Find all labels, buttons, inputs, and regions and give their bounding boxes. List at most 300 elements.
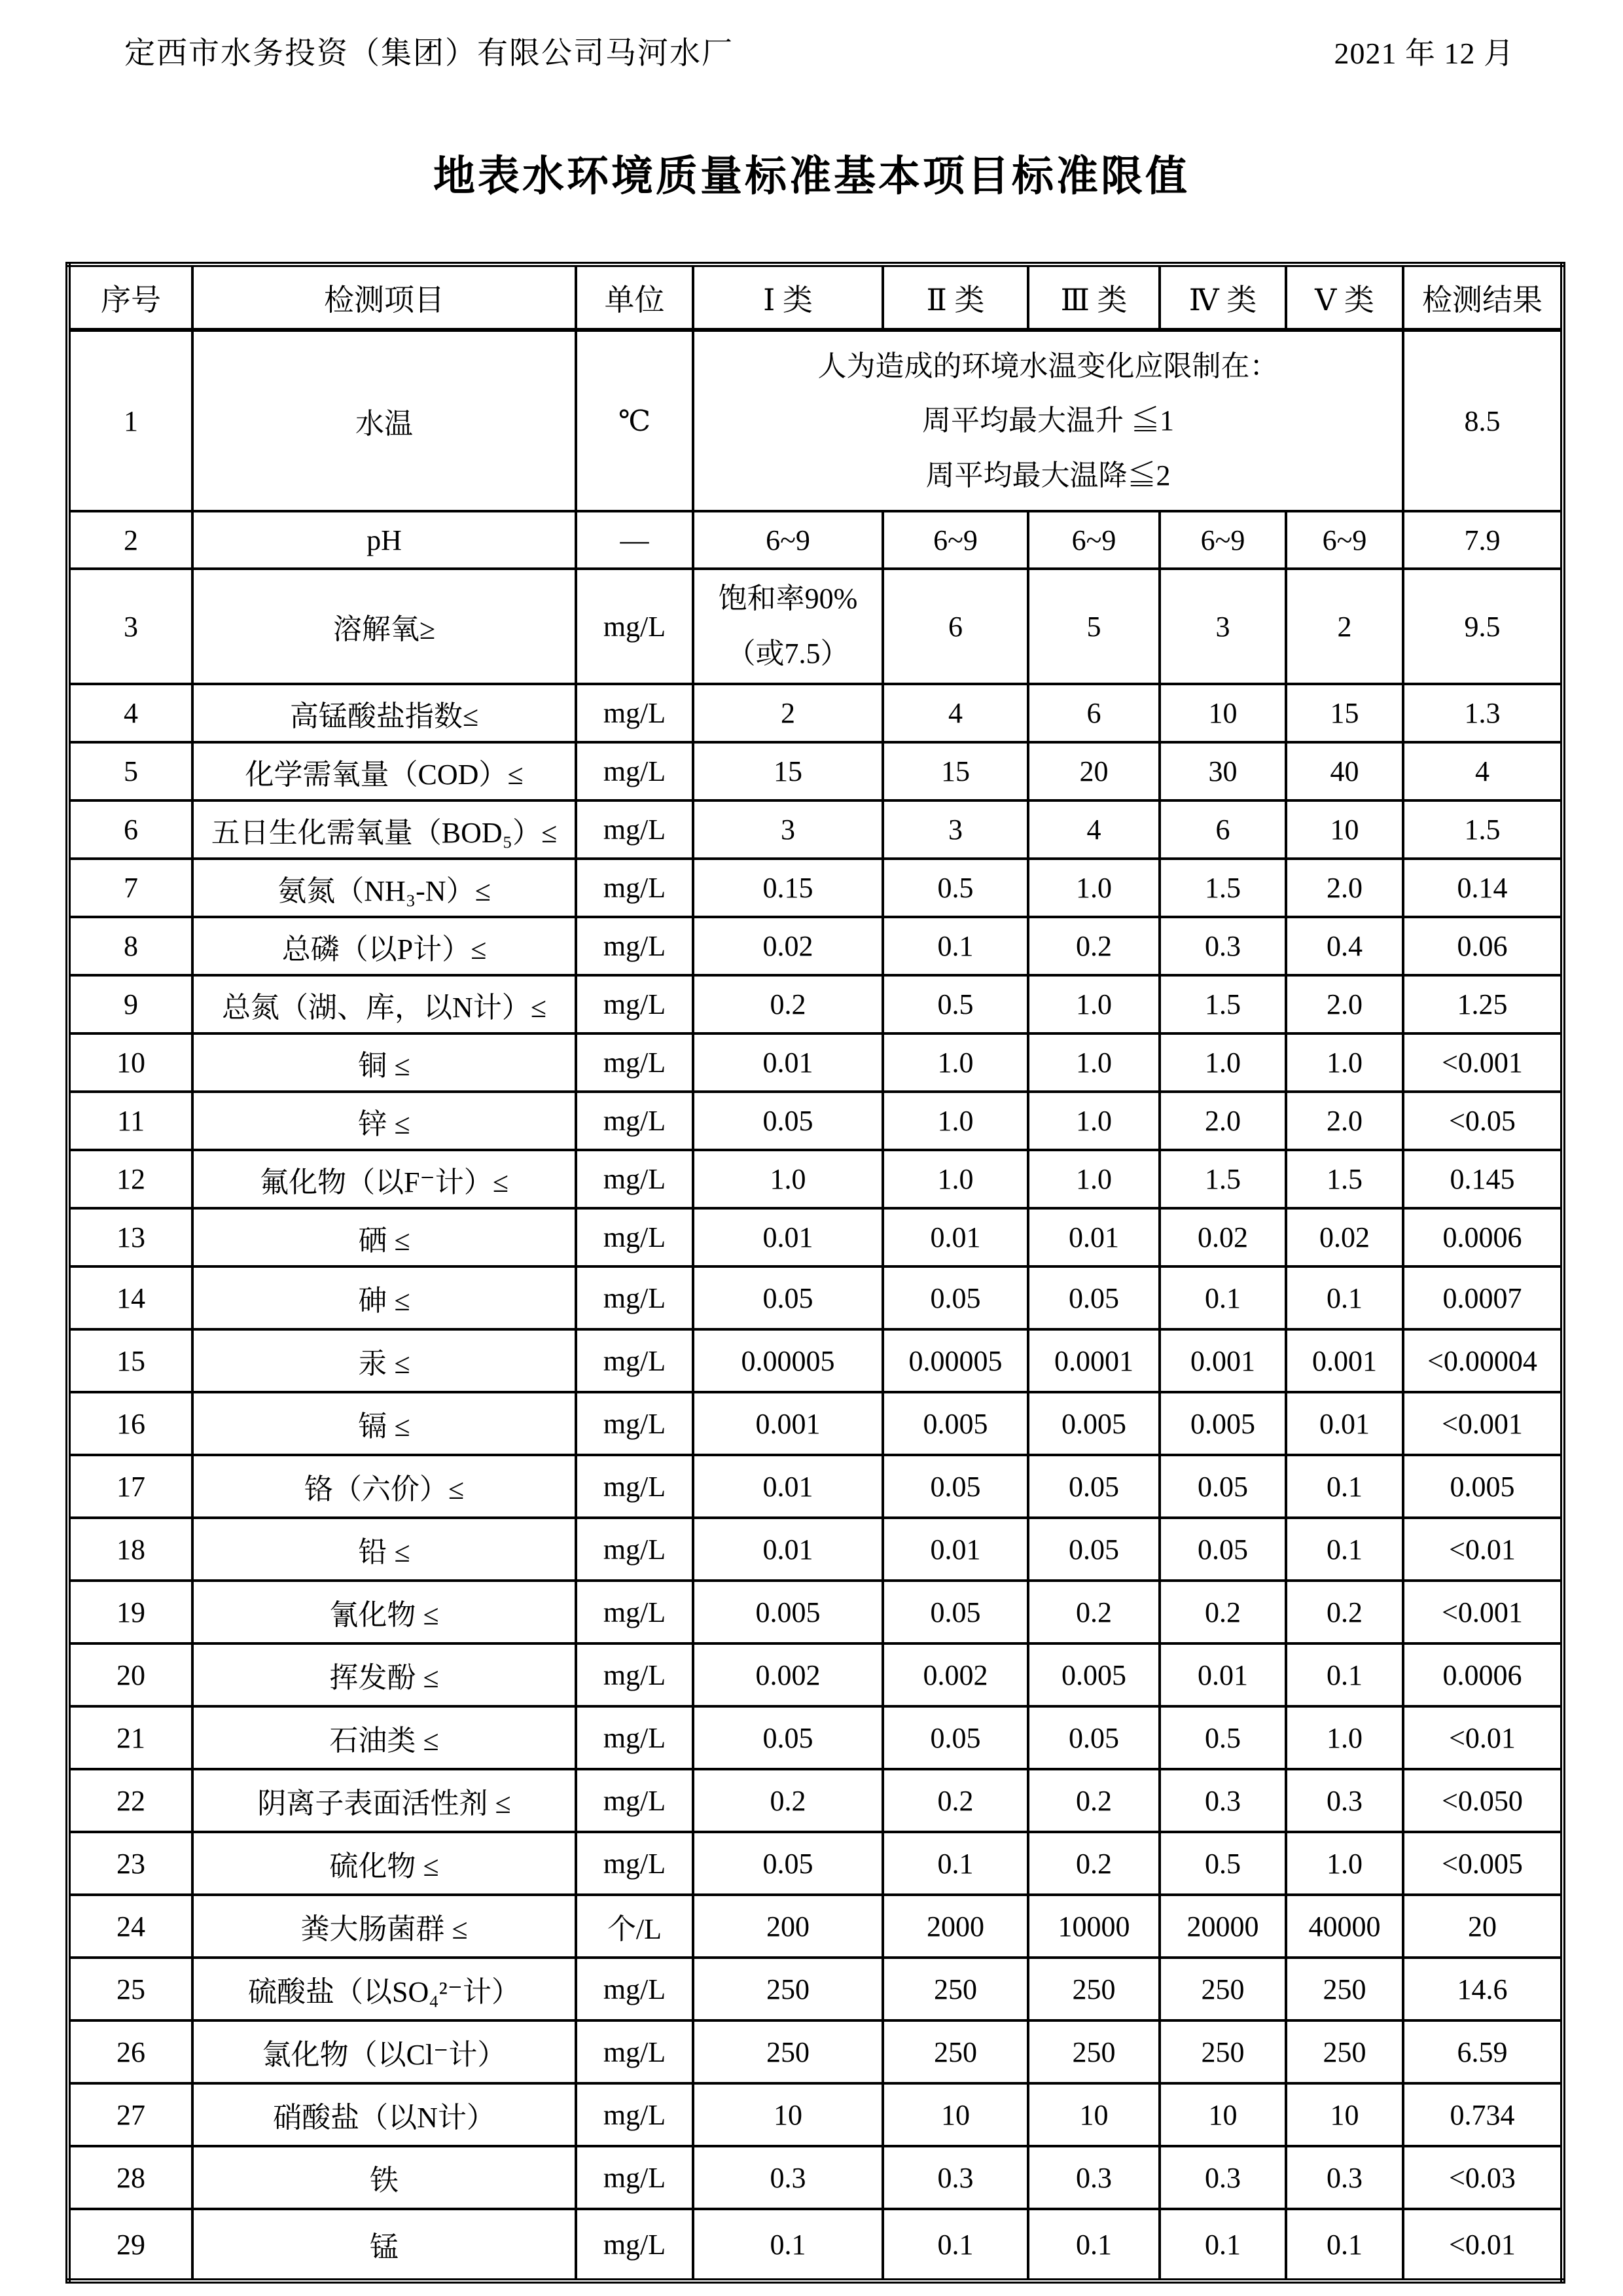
result-cell: 7.9: [1403, 511, 1563, 569]
table-row: [68, 975, 1563, 1033]
table-row: [68, 1329, 1563, 1392]
class2-cell: 3: [883, 800, 1028, 859]
row-number-cell: 26: [68, 2020, 192, 2083]
unit-cell: mg/L: [576, 1392, 693, 1455]
class4-cell: 20000: [1160, 1895, 1286, 1958]
item-cell: 铜 ≤: [192, 1033, 576, 1092]
class5-cell: 0.01: [1286, 1392, 1403, 1455]
class3-cell: 0.005: [1028, 1392, 1160, 1455]
result-cell: 0.06: [1403, 917, 1563, 975]
standards-table: [65, 262, 1565, 2284]
unit-cell: mg/L: [576, 1518, 693, 1581]
result-cell: 14.6: [1403, 1958, 1563, 2020]
table-row: [68, 2083, 1563, 2146]
table-row: [68, 1832, 1563, 1895]
table-row: [68, 1518, 1563, 1581]
result-cell: <0.01: [1403, 2209, 1563, 2281]
class4-cell: 0.3: [1160, 917, 1286, 975]
result-cell: 1.25: [1403, 975, 1563, 1033]
class5-cell: 250: [1286, 2020, 1403, 2083]
class3-cell: 0.0001: [1028, 1329, 1160, 1392]
unit-cell: mg/L: [576, 975, 693, 1033]
class5-cell: 0.1: [1286, 1266, 1403, 1329]
class2-cell: 10: [883, 2083, 1028, 2146]
class4-cell: 0.02: [1160, 1208, 1286, 1266]
item-cell: 石油类 ≤: [192, 1706, 576, 1769]
row-number-cell: 7: [68, 859, 192, 917]
class3-cell: 0.01: [1028, 1208, 1160, 1266]
result-cell: 0.14: [1403, 859, 1563, 917]
class2-cell: 250: [883, 2020, 1028, 2083]
table-row: [68, 742, 1563, 800]
row-number-cell: 22: [68, 1769, 192, 1832]
class3-cell: 0.2: [1028, 1581, 1160, 1643]
class5-cell: 1.0: [1286, 1033, 1403, 1092]
class3-cell: 0.05: [1028, 1266, 1160, 1329]
class3-cell: 20: [1028, 742, 1160, 800]
class2-cell: 6~9: [883, 511, 1028, 569]
class4-cell: 2.0: [1160, 1092, 1286, 1150]
item-cell: 挥发酚 ≤: [192, 1643, 576, 1706]
item-cell: 氰化物 ≤: [192, 1581, 576, 1643]
class1-cell: 0.2: [693, 975, 883, 1033]
water-temp-note-cell: [693, 330, 1403, 511]
row-number-cell: 16: [68, 1392, 192, 1455]
class3-cell: 1.0: [1028, 1092, 1160, 1150]
class4-cell: 0.3: [1160, 1769, 1286, 1832]
class5-cell: 10: [1286, 2083, 1403, 2146]
table-row: [68, 1455, 1563, 1518]
class5-cell: 2: [1286, 569, 1403, 684]
table-row: [68, 1266, 1563, 1329]
table-row: [68, 684, 1563, 742]
class3-cell: 0.2: [1028, 1769, 1160, 1832]
class4-cell: 0.3: [1160, 2146, 1286, 2209]
result-cell: <0.005: [1403, 1832, 1563, 1895]
result-cell: 20: [1403, 1895, 1563, 1958]
row-number-cell: 12: [68, 1150, 192, 1208]
class3-cell: 1.0: [1028, 1033, 1160, 1092]
class4-cell: 0.1: [1160, 2209, 1286, 2281]
unit-cell: mg/L: [576, 1769, 693, 1832]
unit-cell: mg/L: [576, 1329, 693, 1392]
class2-cell: 0.05: [883, 1455, 1028, 1518]
class2-cell: 0.005: [883, 1392, 1028, 1455]
water-temp-note-line1: 人为造成的环境水温变化应限制在：: [817, 350, 1279, 382]
table-row: [68, 1958, 1563, 2020]
class2-cell: 4: [883, 684, 1028, 742]
class3-cell: 0.2: [1028, 1832, 1160, 1895]
table-row: [68, 1769, 1563, 1832]
class2-cell: 0.1: [883, 917, 1028, 975]
row-number-cell: 8: [68, 917, 192, 975]
item-cell: 五日生化需氧量（BOD₅）≤: [192, 800, 576, 859]
result-cell: 6.59: [1403, 2020, 1563, 2083]
class4-cell: 0.001: [1160, 1329, 1286, 1392]
class2-cell: 0.01: [883, 1208, 1028, 1266]
class4-cell: 250: [1160, 2020, 1286, 2083]
item-cell: 砷 ≤: [192, 1266, 576, 1329]
class5-cell: 40: [1286, 742, 1403, 800]
item-cell: 水温: [192, 330, 576, 511]
class1-cell: 0.01: [693, 1033, 883, 1092]
result-cell: 0.0006: [1403, 1208, 1563, 1266]
class4-cell: 0.05: [1160, 1455, 1286, 1518]
class3-cell: 6~9: [1028, 511, 1160, 569]
unit-cell: mg/L: [576, 859, 693, 917]
table-row: [68, 1895, 1563, 1958]
do-class1-line1: 饱和率90%: [718, 583, 858, 615]
class2-cell: 0.05: [883, 1706, 1028, 1769]
result-cell: 9.5: [1403, 569, 1563, 684]
class5-cell: 1.0: [1286, 1832, 1403, 1895]
item-cell: 氯化物（以Cl⁻计）: [192, 2020, 576, 2083]
class1-cell: 1.0: [693, 1150, 883, 1208]
class5-cell: 0.3: [1286, 1769, 1403, 1832]
col-header-class5: Ⅴ 类: [1286, 264, 1403, 330]
water-temp-note-line3: 周平均最大温降≦2: [925, 459, 1171, 492]
class3-cell: 4: [1028, 800, 1160, 859]
unit-cell: —: [576, 511, 693, 569]
unit-cell: mg/L: [576, 1208, 693, 1266]
class4-cell: 3: [1160, 569, 1286, 684]
class1-cell: 0.001: [693, 1392, 883, 1455]
col-header-item: 检测项目: [192, 264, 576, 330]
class3-cell: 0.3: [1028, 2146, 1160, 2209]
item-cell: 铬（六价）≤: [192, 1455, 576, 1518]
class4-cell: 10: [1160, 684, 1286, 742]
class2-cell: 0.002: [883, 1643, 1028, 1706]
result-cell: <0.001: [1403, 1392, 1563, 1455]
item-cell: 硫酸盐（以SO₄²⁻计）: [192, 1958, 576, 2020]
item-cell: 高锰酸盐指数≤: [192, 684, 576, 742]
row-number-cell: 1: [68, 330, 192, 511]
row-number-cell: 3: [68, 569, 192, 684]
result-cell: 1.3: [1403, 684, 1563, 742]
unit-cell: mg/L: [576, 2083, 693, 2146]
class5-cell: 6~9: [1286, 511, 1403, 569]
class4-cell: 0.1: [1160, 1266, 1286, 1329]
row-number-cell: 18: [68, 1518, 192, 1581]
unit-cell: mg/L: [576, 1832, 693, 1895]
table-row: [68, 2146, 1563, 2209]
class5-cell: 0.1: [1286, 2209, 1403, 2281]
item-cell: 氨氮（NH₃-N）≤: [192, 859, 576, 917]
result-cell: 0.734: [1403, 2083, 1563, 2146]
class4-cell: 30: [1160, 742, 1286, 800]
row-number-cell: 25: [68, 1958, 192, 2020]
class2-cell: 1.0: [883, 1092, 1028, 1150]
unit-cell: mg/L: [576, 1455, 693, 1518]
class1-cell: [693, 569, 883, 684]
class4-cell: 6~9: [1160, 511, 1286, 569]
result-cell: <0.01: [1403, 1706, 1563, 1769]
row-number-cell: 28: [68, 2146, 192, 2209]
class5-cell: 2.0: [1286, 1092, 1403, 1150]
class5-cell: 0.1: [1286, 1455, 1403, 1518]
class4-cell: 0.005: [1160, 1392, 1286, 1455]
class1-cell: 3: [693, 800, 883, 859]
class1-cell: 0.3: [693, 2146, 883, 2209]
class2-cell: 0.5: [883, 859, 1028, 917]
item-cell: 铅 ≤: [192, 1518, 576, 1581]
row-number-cell: 6: [68, 800, 192, 859]
result-cell: <0.03: [1403, 2146, 1563, 2209]
class1-cell: 0.002: [693, 1643, 883, 1706]
class1-cell: 0.05: [693, 1266, 883, 1329]
class3-cell: 1.0: [1028, 1150, 1160, 1208]
result-cell: <0.01: [1403, 1518, 1563, 1581]
class4-cell: 1.5: [1160, 859, 1286, 917]
row-number-cell: 15: [68, 1329, 192, 1392]
table-row-ph: [68, 511, 1563, 569]
item-cell: 总氮（湖、库，以N计）≤: [192, 975, 576, 1033]
class5-cell: 0.02: [1286, 1208, 1403, 1266]
result-cell: 0.0007: [1403, 1266, 1563, 1329]
class2-cell: 250: [883, 1958, 1028, 2020]
class1-cell: 0.2: [693, 1769, 883, 1832]
table-row: [68, 1581, 1563, 1643]
row-number-cell: 23: [68, 1832, 192, 1895]
result-cell: <0.05: [1403, 1092, 1563, 1150]
result-cell: <0.001: [1403, 1581, 1563, 1643]
class3-cell: 0.005: [1028, 1643, 1160, 1706]
class3-cell: 1.0: [1028, 975, 1160, 1033]
class1-cell: 250: [693, 1958, 883, 2020]
unit-cell: mg/L: [576, 2146, 693, 2209]
class1-cell: 0.02: [693, 917, 883, 975]
item-cell: 锌 ≤: [192, 1092, 576, 1150]
table-row: [68, 2020, 1563, 2083]
class1-cell: 0.01: [693, 1518, 883, 1581]
unit-cell: mg/L: [576, 742, 693, 800]
class3-cell: 10: [1028, 2083, 1160, 2146]
row-number-cell: 10: [68, 1033, 192, 1092]
col-header-class2: Ⅱ 类: [883, 264, 1028, 330]
class3-cell: 10000: [1028, 1895, 1160, 1958]
class2-cell: 0.05: [883, 1581, 1028, 1643]
item-cell: 硝酸盐（以N计）: [192, 2083, 576, 2146]
table-row: [68, 1092, 1563, 1150]
row-number-cell: 20: [68, 1643, 192, 1706]
class4-cell: 1.0: [1160, 1033, 1286, 1092]
row-number-cell: 24: [68, 1895, 192, 1958]
class5-cell: 0.2: [1286, 1581, 1403, 1643]
item-cell: pH: [192, 511, 576, 569]
class1-cell: 10: [693, 2083, 883, 2146]
class2-cell: 0.3: [883, 2146, 1028, 2209]
row-number-cell: 5: [68, 742, 192, 800]
table-row: [68, 800, 1563, 859]
table-row: [68, 1643, 1563, 1706]
result-cell: 0.005: [1403, 1455, 1563, 1518]
class4-cell: 250: [1160, 1958, 1286, 2020]
item-cell: 总磷（以P计）≤: [192, 917, 576, 975]
item-cell: 氟化物（以F⁻计）≤: [192, 1150, 576, 1208]
col-header-class1: Ⅰ 类: [693, 264, 883, 330]
result-cell: <0.00004: [1403, 1329, 1563, 1392]
table-row: [68, 1033, 1563, 1092]
unit-cell: mg/L: [576, 1643, 693, 1706]
table-row: [68, 1706, 1563, 1769]
class5-cell: 0.1: [1286, 1643, 1403, 1706]
table-row: [68, 1150, 1563, 1208]
class4-cell: 1.5: [1160, 975, 1286, 1033]
row-number-cell: 2: [68, 511, 192, 569]
row-number-cell: 14: [68, 1266, 192, 1329]
item-cell: 汞 ≤: [192, 1329, 576, 1392]
result-cell: 8.5: [1403, 330, 1563, 511]
class4-cell: 0.05: [1160, 1518, 1286, 1581]
class2-cell: 0.5: [883, 975, 1028, 1033]
result-cell: 4: [1403, 742, 1563, 800]
class2-cell: 0.1: [883, 2209, 1028, 2281]
table-row: [68, 1392, 1563, 1455]
col-header-index: 序号: [68, 264, 192, 330]
unit-cell: ℃: [576, 330, 693, 511]
class1-cell: 6~9: [693, 511, 883, 569]
class2-cell: 0.05: [883, 1266, 1028, 1329]
col-header-unit: 单位: [576, 264, 693, 330]
class2-cell: 1.0: [883, 1033, 1028, 1092]
unit-cell: mg/L: [576, 1706, 693, 1769]
class5-cell: 0.3: [1286, 2146, 1403, 2209]
class2-cell: 0.1: [883, 1832, 1028, 1895]
class3-cell: 250: [1028, 1958, 1160, 2020]
class2-cell: 6: [883, 569, 1028, 684]
class5-cell: 0.1: [1286, 1518, 1403, 1581]
col-header-class4: Ⅳ 类: [1160, 264, 1286, 330]
row-number-cell: 11: [68, 1092, 192, 1150]
class4-cell: 0.01: [1160, 1643, 1286, 1706]
class5-cell: 1.0: [1286, 1706, 1403, 1769]
class2-cell: 0.00005: [883, 1329, 1028, 1392]
row-number-cell: 13: [68, 1208, 192, 1266]
result-cell: 0.0006: [1403, 1643, 1563, 1706]
document-header: [124, 29, 1518, 73]
table-row: [68, 1208, 1563, 1266]
table-row-dissolved-oxygen: [68, 569, 1563, 684]
class3-cell: 5: [1028, 569, 1160, 684]
item-cell: 铁: [192, 2146, 576, 2209]
class5-cell: 1.5: [1286, 1150, 1403, 1208]
company-name: 定西市水务投资（集团）有限公司马河水厂: [124, 37, 734, 71]
row-number-cell: 17: [68, 1455, 192, 1518]
item-cell: 溶解氧≥: [192, 569, 576, 684]
do-class1-line2: （或7.5）: [726, 637, 849, 670]
unit-cell: mg/L: [576, 1958, 693, 2020]
class3-cell: 0.2: [1028, 917, 1160, 975]
item-cell: 硒 ≤: [192, 1208, 576, 1266]
unit-cell: mg/L: [576, 684, 693, 742]
class3-cell: 0.05: [1028, 1518, 1160, 1581]
class4-cell: 10: [1160, 2083, 1286, 2146]
class2-cell: 0.01: [883, 1518, 1028, 1581]
class3-cell: 0.05: [1028, 1455, 1160, 1518]
class3-cell: 6: [1028, 684, 1160, 742]
unit-cell: mg/L: [576, 569, 693, 684]
col-header-class3: Ⅲ 类: [1028, 264, 1160, 330]
class1-cell: 0.005: [693, 1581, 883, 1643]
page-title: 地表水环境质量标准基本项目标准限值: [433, 152, 1190, 200]
class4-cell: 1.5: [1160, 1150, 1286, 1208]
class1-cell: 0.1: [693, 2209, 883, 2281]
class5-cell: 10: [1286, 800, 1403, 859]
class5-cell: 0.001: [1286, 1329, 1403, 1392]
class5-cell: 2.0: [1286, 975, 1403, 1033]
result-cell: 1.5: [1403, 800, 1563, 859]
class3-cell: 1.0: [1028, 859, 1160, 917]
class1-cell: 15: [693, 742, 883, 800]
class1-cell: 0.15: [693, 859, 883, 917]
item-cell: 化学需氧量（COD）≤: [192, 742, 576, 800]
class1-cell: 0.01: [693, 1455, 883, 1518]
class5-cell: 0.4: [1286, 917, 1403, 975]
class4-cell: 0.2: [1160, 1581, 1286, 1643]
table-row: [68, 859, 1563, 917]
class4-cell: 6: [1160, 800, 1286, 859]
table-row: [68, 917, 1563, 975]
class4-cell: 0.5: [1160, 1706, 1286, 1769]
unit-cell: mg/L: [576, 1033, 693, 1092]
result-cell: <0.050: [1403, 1769, 1563, 1832]
class5-cell: 2.0: [1286, 859, 1403, 917]
item-cell: 粪大肠菌群 ≤: [192, 1895, 576, 1958]
row-number-cell: 29: [68, 2209, 192, 2281]
class2-cell: 1.0: [883, 1150, 1028, 1208]
class1-cell: 0.05: [693, 1092, 883, 1150]
class2-cell: 2000: [883, 1895, 1028, 1958]
table-header-row: [68, 264, 1563, 330]
class1-cell: 250: [693, 2020, 883, 2083]
table-row-water-temp: [68, 330, 1563, 511]
class1-cell: 200: [693, 1895, 883, 1958]
result-cell: 0.145: [1403, 1150, 1563, 1208]
row-number-cell: 21: [68, 1706, 192, 1769]
class5-cell: 250: [1286, 1958, 1403, 2020]
class3-cell: 0.05: [1028, 1706, 1160, 1769]
water-temp-note-line2: 周平均最大温升 ≦1: [922, 404, 1174, 437]
item-cell: 硫化物 ≤: [192, 1832, 576, 1895]
col-header-result: 检测结果: [1403, 264, 1563, 330]
class3-cell: 250: [1028, 2020, 1160, 2083]
unit-cell: mg/L: [576, 1581, 693, 1643]
item-cell: 镉 ≤: [192, 1392, 576, 1455]
class1-cell: 0.00005: [693, 1329, 883, 1392]
class4-cell: 0.5: [1160, 1832, 1286, 1895]
item-cell: 锰: [192, 2209, 576, 2281]
table-row: [68, 2209, 1563, 2281]
row-number-cell: 27: [68, 2083, 192, 2146]
class1-cell: 0.05: [693, 1706, 883, 1769]
class2-cell: 0.2: [883, 1769, 1028, 1832]
unit-cell: 个/L: [576, 1895, 693, 1958]
report-date: 2021 年 12 月: [1334, 37, 1514, 70]
unit-cell: mg/L: [576, 800, 693, 859]
unit-cell: mg/L: [576, 1150, 693, 1208]
row-number-cell: 4: [68, 684, 192, 742]
class2-cell: 15: [883, 742, 1028, 800]
row-number-cell: 9: [68, 975, 192, 1033]
unit-cell: mg/L: [576, 917, 693, 975]
class1-cell: 0.01: [693, 1208, 883, 1266]
class5-cell: 40000: [1286, 1895, 1403, 1958]
unit-cell: mg/L: [576, 2209, 693, 2281]
class3-cell: 0.1: [1028, 2209, 1160, 2281]
class1-cell: 2: [693, 684, 883, 742]
unit-cell: mg/L: [576, 1092, 693, 1150]
class5-cell: 15: [1286, 684, 1403, 742]
